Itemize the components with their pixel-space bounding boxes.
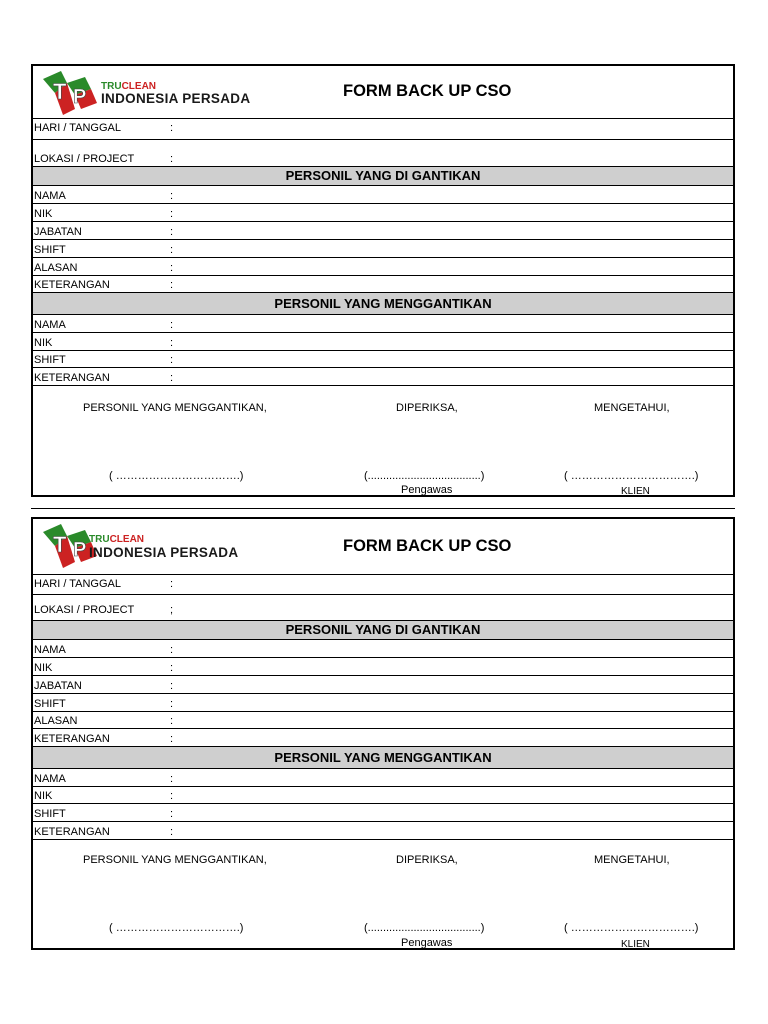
row-alasan[interactable]: ALASAN : <box>33 258 733 276</box>
signature-line-klien[interactable]: ( …………………………….) <box>564 922 699 934</box>
row-keterangan[interactable]: KETERANGAN : <box>34 279 174 291</box>
form-title: FORM BACK UP CSO <box>343 82 512 100</box>
signature-role-pengawas: Pengawas <box>401 484 453 496</box>
row-shift[interactable]: SHIFT : <box>33 694 733 712</box>
row-nama[interactable]: NAMA : <box>33 186 733 204</box>
svg-text:T: T <box>53 79 67 104</box>
signature-line-pengawas[interactable]: (.....................................) <box>364 470 485 482</box>
signature-line-personil[interactable]: ( …………………………….) <box>109 922 244 934</box>
row-jabatan[interactable]: JABATAN : <box>33 676 733 694</box>
row-shift-pengganti[interactable]: SHIFT : <box>33 804 733 822</box>
svg-text:T: T <box>53 532 67 557</box>
brand-name: INDONESIA PERSADA <box>101 91 251 106</box>
form-title: FORM BACK UP CSO <box>343 537 512 555</box>
company-logo <box>41 69 281 117</box>
brand-truclean: TRUCLEAN <box>101 81 157 92</box>
row-nama-pengganti[interactable]: NAMA : <box>33 315 733 333</box>
row-hari-tanggal[interactable]: HARI / TANGGAL : <box>33 118 733 140</box>
row-nik-pengganti[interactable]: NIK : <box>33 787 733 804</box>
row-keterangan[interactable]: KETERANGAN : <box>34 733 174 745</box>
signature-role-klien: KLIEN <box>621 486 650 497</box>
row-shift-pengganti[interactable]: SHIFT : <box>33 351 733 368</box>
signature-role-pengawas: Pengawas <box>401 937 453 949</box>
section-personil-digantikan: PERSONIL YANG DI GANTIKAN <box>33 620 733 640</box>
row-nik[interactable]: NIK : <box>33 204 733 222</box>
row-jabatan[interactable]: JABATAN : <box>33 222 733 240</box>
row-keterangan-pengganti[interactable]: KETERANGAN : <box>33 822 733 840</box>
company-logo <box>41 522 281 570</box>
svg-text:P: P <box>73 86 87 108</box>
row-hari-tanggal[interactable]: HARI / TANGGAL : <box>33 574 733 595</box>
form-header <box>33 519 733 575</box>
signature-role-klien: KLIEN <box>621 939 650 950</box>
form-back-up-2 <box>31 517 735 950</box>
row-keterangan-pengganti[interactable]: KETERANGAN : <box>33 368 733 386</box>
row-lokasi-project[interactable]: LOKASI / PROJECT ; <box>34 604 174 616</box>
row-nik-pengganti[interactable]: NIK : <box>33 333 733 351</box>
signature-title-diperiksa: DIPERIKSA, <box>396 402 458 414</box>
row-alasan[interactable]: ALASAN : <box>33 712 733 729</box>
signature-title-personil: PERSONIL YANG MENGGANTIKAN, <box>83 402 267 414</box>
section-personil-digantikan: PERSONIL YANG DI GANTIKAN <box>33 166 733 186</box>
signature-title-mengetahui: MENGETAHUI, <box>594 402 670 414</box>
row-shift[interactable]: SHIFT : <box>33 240 733 258</box>
form-header <box>33 66 733 119</box>
row-nama-pengganti[interactable]: NAMA : <box>33 769 733 787</box>
signature-line-pengawas[interactable]: (.....................................) <box>364 922 485 934</box>
form-divider <box>31 508 735 509</box>
brand-truclean: TRUCLEAN <box>89 534 145 545</box>
svg-text:P: P <box>73 539 87 561</box>
signature-title-personil: PERSONIL YANG MENGGANTIKAN, <box>83 854 267 866</box>
row-nik[interactable]: NIK : <box>33 658 733 676</box>
tip-logo-icon <box>41 69 99 117</box>
row-lokasi-project[interactable]: LOKASI / PROJECT : <box>34 153 174 165</box>
signature-line-klien[interactable]: ( …………………………….) <box>564 470 699 482</box>
section-personil-menggantikan: PERSONIL YANG MENGGANTIKAN <box>33 292 733 315</box>
row-nama[interactable]: NAMA : <box>33 640 733 658</box>
signature-title-diperiksa: DIPERIKSA, <box>396 854 458 866</box>
section-personil-menggantikan: PERSONIL YANG MENGGANTIKAN <box>33 746 733 769</box>
brand-name: INDONESIA PERSADA <box>89 545 239 560</box>
signature-line-personil[interactable]: ( …………………………….) <box>109 470 244 482</box>
form-back-up-1 <box>31 64 735 497</box>
signature-title-mengetahui: MENGETAHUI, <box>594 854 670 866</box>
